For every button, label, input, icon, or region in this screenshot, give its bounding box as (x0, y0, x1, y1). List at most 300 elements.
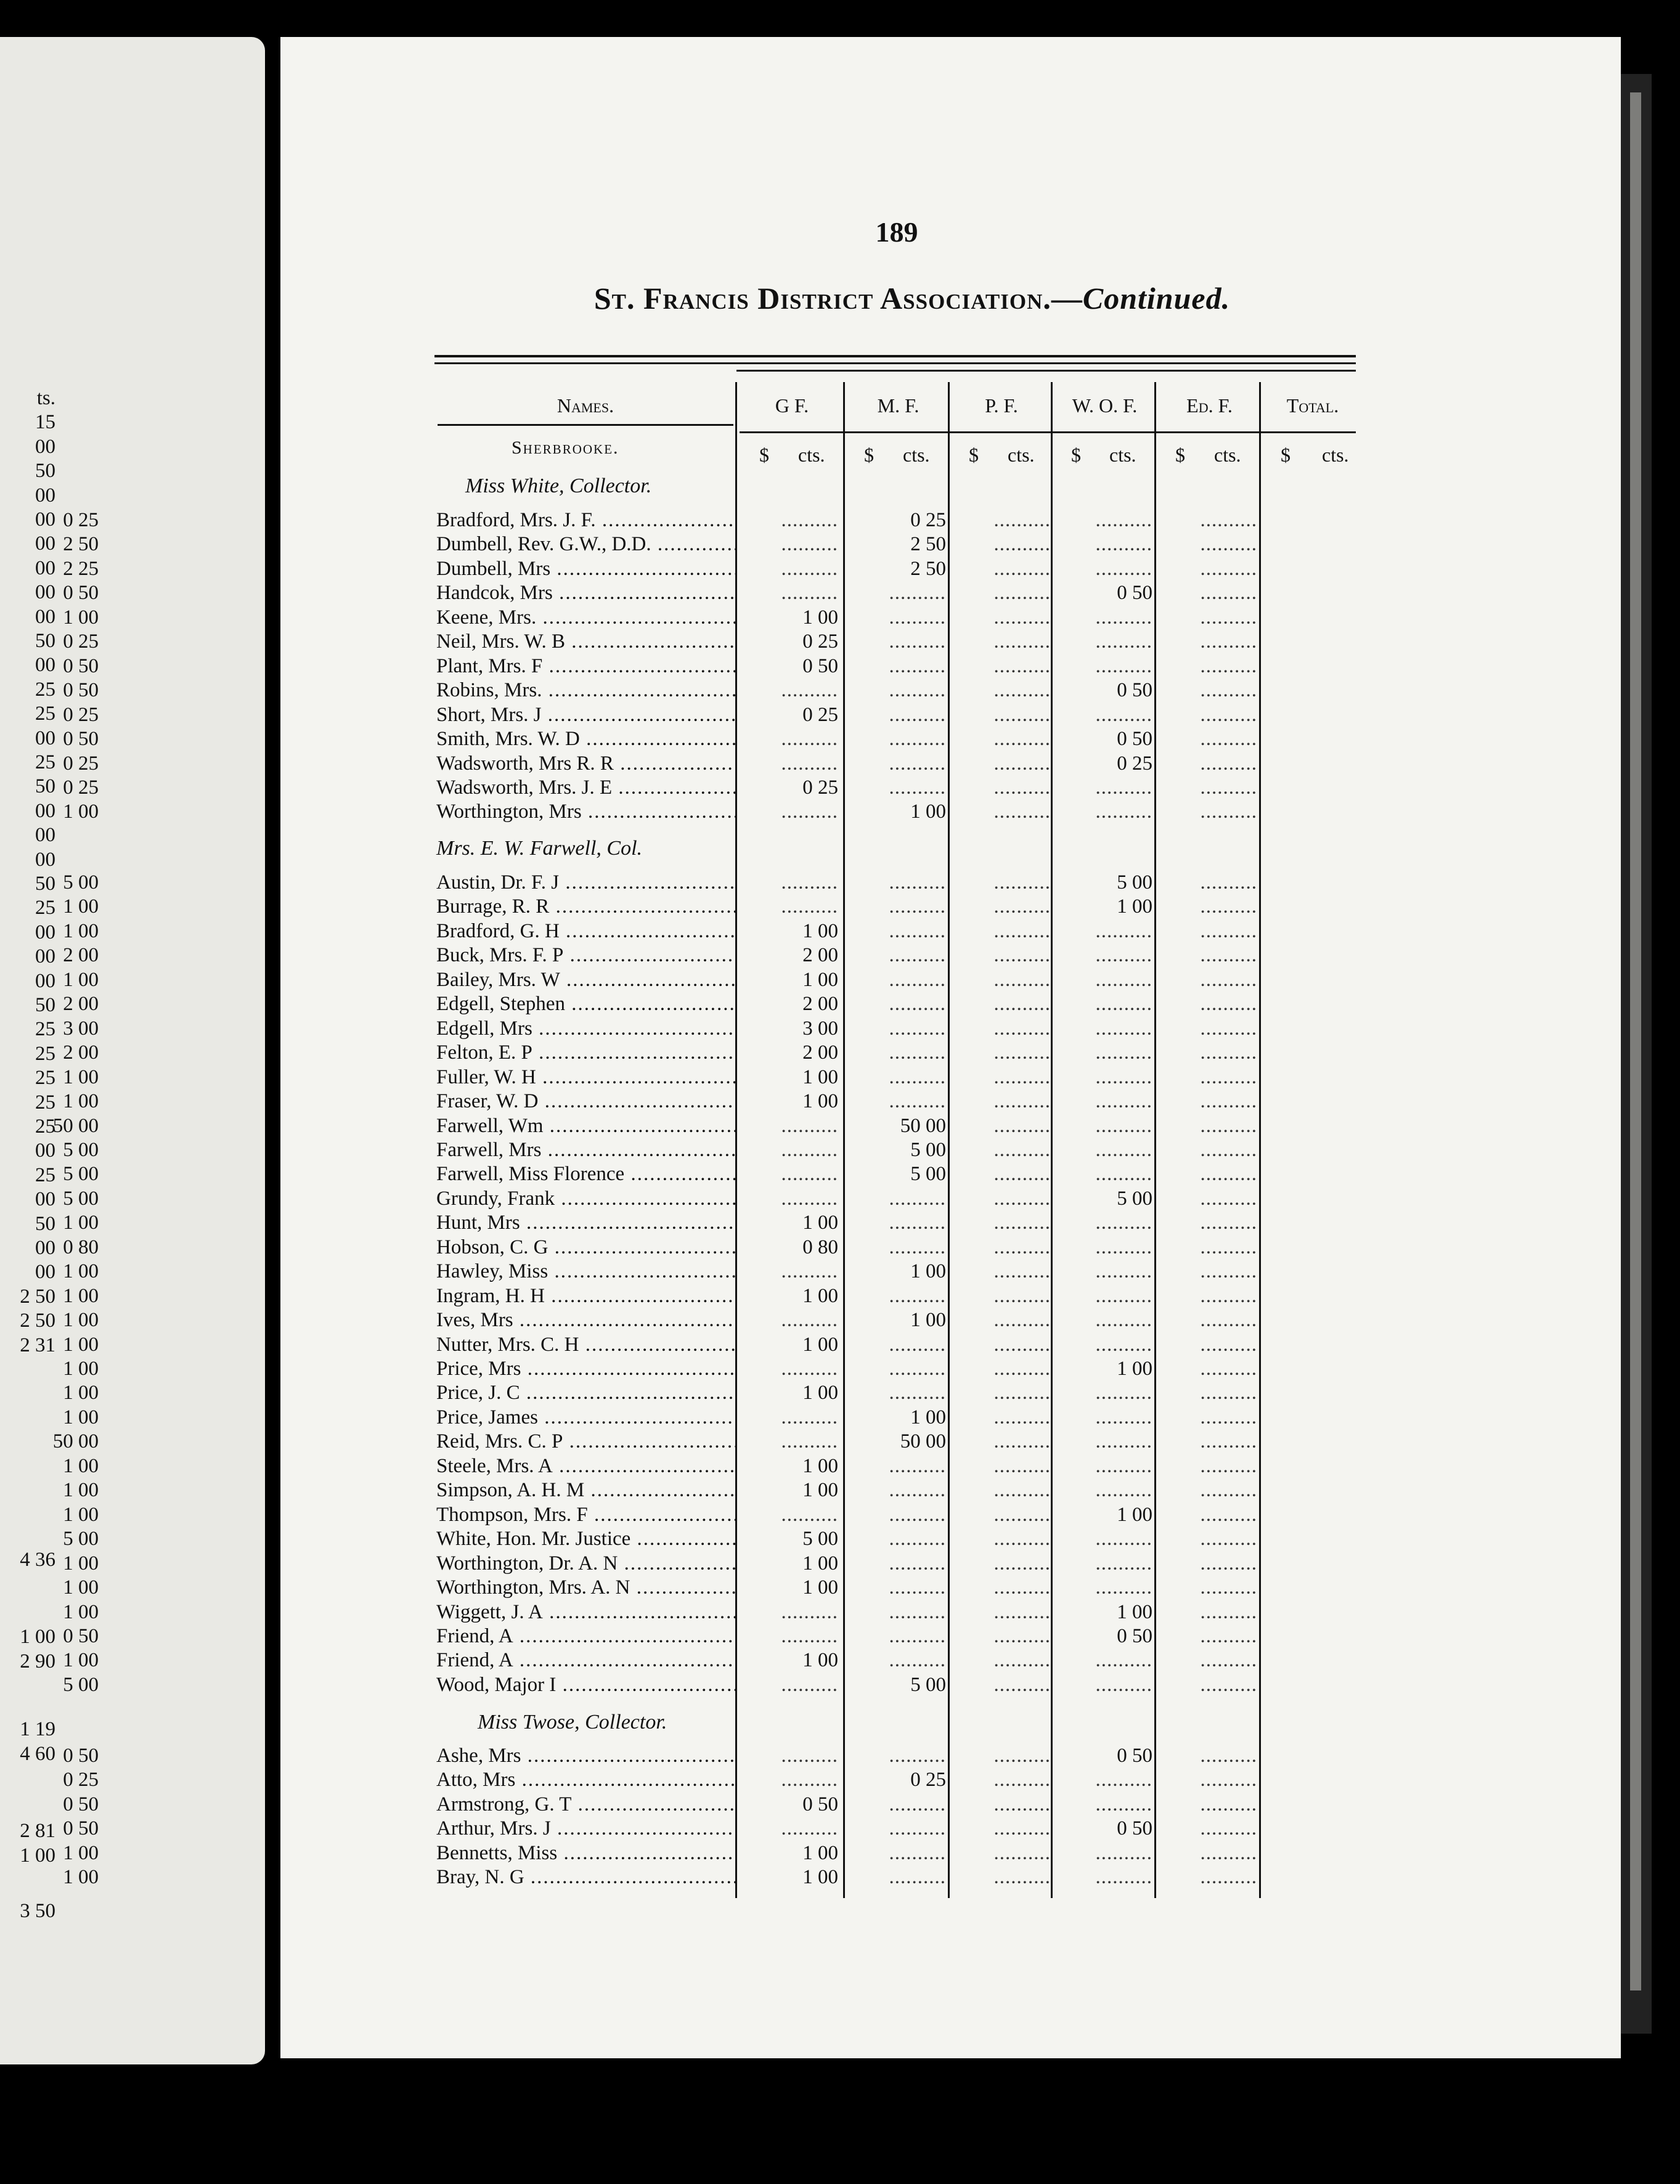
leader-dots: .......... (993, 1017, 1051, 1040)
leader-dots: .......... (889, 1041, 946, 1064)
leader-dots: .......... (993, 1552, 1051, 1575)
amount-mf: 5 00 (910, 1163, 946, 1186)
leader-dots: .......... (1095, 1528, 1152, 1550)
facing-page-value: 00 (35, 1188, 55, 1211)
leader-dots: .......... (889, 1503, 946, 1526)
column-header-wof: W. O. F. (1072, 394, 1138, 417)
leader-dots: .......... (1200, 1066, 1257, 1088)
contributor-name: Bennetts, Miss ..... (436, 1841, 735, 1865)
table-row (0, 1576, 1680, 1599)
facing-page-value: 00 (35, 848, 55, 871)
facing-page-value: 00 (35, 605, 55, 628)
amount-total: 1 00 (63, 1576, 99, 1599)
contributor-name: Dumbell, Mrs ..... (436, 557, 735, 581)
leader-dots: .......... (781, 509, 838, 531)
leader-dots: .......... (993, 728, 1051, 751)
facing-page-value: 00 (35, 654, 55, 677)
leader-dots: .......... (1095, 1114, 1152, 1137)
amount-total: 2 00 (63, 993, 99, 1016)
leader-dots: .......... (1095, 1382, 1152, 1404)
contributor-name: Ashe, Mrs ..... (436, 1744, 735, 1767)
column-header-names: Names. (557, 394, 614, 417)
table-row (0, 1793, 1680, 1816)
amount-total: 1 00 (63, 1066, 99, 1088)
collector-heading: Mrs. E. W. Farwell, Col. (436, 837, 643, 860)
contributor-name: Smith, Mrs. W. D ..... (436, 727, 735, 751)
page-number: 189 (875, 216, 918, 248)
amount-gf: 0 50 (802, 654, 838, 677)
contributor-name: Edgell, Stephen ..... (436, 992, 735, 1016)
amount-wof: 0 50 (1117, 679, 1152, 702)
amount-gf: 0 25 (802, 776, 838, 799)
leader-dots: .......... (889, 1212, 946, 1234)
leader-dots: .......... (993, 1624, 1051, 1647)
amount-total: 1 00 (63, 1309, 99, 1332)
table-row (0, 1744, 1680, 1767)
contributor-name: Neil, Mrs. W. B ..... (436, 630, 735, 653)
leader-dots: .......... (889, 752, 946, 775)
leader-dots: .......... (889, 1284, 946, 1307)
leader-dots: .......... (993, 752, 1051, 775)
facing-page-value: 00 (35, 945, 55, 968)
column-header-mf: M. F. (877, 394, 920, 417)
leader-dots: .......... (781, 1430, 838, 1453)
amount-mf: 2 50 (910, 533, 946, 556)
facing-page-value: 50 (35, 994, 55, 1016)
leader-dots: .......... (993, 1212, 1051, 1234)
table-row (0, 1624, 1680, 1648)
leader-dots: .......... (781, 1163, 838, 1186)
contributor-name: Wadsworth, Mrs R. R ..... (436, 752, 735, 775)
amount-wof: 0 50 (1117, 1745, 1152, 1767)
amount-total: 1 00 (63, 1212, 99, 1234)
contributor-name: Friend, A ..... (436, 1648, 735, 1672)
leader-dots: .......... (1095, 1236, 1152, 1258)
leader-dots: .......... (889, 582, 946, 605)
facing-page-value: 1 00 (20, 1626, 55, 1648)
table-row (0, 1284, 1680, 1308)
leader-dots: .......... (993, 895, 1051, 918)
leader-dots: .......... (993, 801, 1051, 823)
facing-page-value: 1 00 (20, 1844, 55, 1867)
amount-total: 1 00 (63, 1284, 99, 1307)
leader-dots: .......... (781, 1260, 838, 1283)
leader-dots: .......... (889, 776, 946, 799)
leader-dots: .......... (889, 654, 946, 677)
facing-page-value: 25 (35, 1091, 55, 1114)
leader-dots: .......... (1200, 1479, 1257, 1502)
column-header-edf: Ed. F. (1186, 394, 1233, 417)
amount-gf: 0 80 (802, 1236, 838, 1258)
amount-total: 0 25 (63, 1769, 99, 1791)
facing-page-value: 25 (35, 1067, 55, 1090)
amount-mf: 0 25 (910, 1769, 946, 1791)
amount-total: 1 00 (63, 895, 99, 918)
leader-dots: .......... (781, 582, 838, 605)
leader-dots: .......... (889, 679, 946, 702)
leader-dots: .......... (993, 654, 1051, 677)
leader-dots: .......... (1200, 1866, 1257, 1889)
leader-dots: .......... (1095, 1769, 1152, 1791)
facing-page-value: 00 (35, 435, 55, 458)
leader-dots: .......... (781, 801, 838, 823)
contributor-name: Worthington, Mrs ..... (436, 800, 735, 823)
leader-dots: .......... (993, 871, 1051, 894)
amount-total: 0 50 (63, 679, 99, 702)
leader-dots: .......... (1095, 1309, 1152, 1332)
amount-total: 1 00 (63, 1260, 99, 1283)
contributor-name: Buck, Mrs. F. P ..... (436, 943, 735, 967)
leader-dots: .......... (889, 1333, 946, 1356)
facing-page-value: 00 (35, 824, 55, 847)
place-heading: Sherbrooke. (512, 438, 619, 458)
leader-dots: .......... (993, 1745, 1051, 1767)
leader-dots: .......... (889, 895, 946, 918)
contributor-name: Price, James ..... (436, 1406, 735, 1429)
leader-dots: .......... (1200, 1017, 1257, 1040)
amount-gf: 1 00 (802, 1382, 838, 1404)
leader-dots: .......... (889, 1649, 946, 1672)
contributor-name: Farwell, Miss Florence ..... (436, 1162, 735, 1186)
leader-dots: .......... (889, 1454, 946, 1477)
amount-total: 1 00 (63, 1841, 99, 1864)
unit-cents-gf: cts. (798, 444, 825, 466)
leader-dots: .......... (889, 944, 946, 967)
leader-dots: .......... (1095, 1576, 1152, 1599)
amount-gf: 0 50 (802, 1793, 838, 1815)
amount-total: 1 00 (63, 1358, 99, 1380)
table-row (0, 1211, 1680, 1234)
leader-dots: .......... (1200, 919, 1257, 942)
contributor-name: Simpson, A. H. M ..... (436, 1478, 735, 1502)
unit-dollar-pf: $ (969, 444, 979, 466)
table-row (0, 776, 1680, 799)
amount-gf: 1 00 (802, 968, 838, 991)
leader-dots: .......... (781, 1187, 838, 1210)
leader-dots: .......... (781, 1769, 838, 1791)
amount-wof: 0 50 (1117, 582, 1152, 605)
table-row (0, 1017, 1680, 1040)
leader-dots: .......... (781, 1406, 838, 1428)
amount-wof: 5 00 (1117, 871, 1152, 894)
leader-dots: .......... (993, 776, 1051, 799)
leader-dots: .......... (781, 895, 838, 918)
leader-dots: .......... (1200, 557, 1257, 580)
leader-dots: .......... (1095, 630, 1152, 653)
contributor-name: Arthur, Mrs. J ..... (436, 1817, 735, 1840)
leader-dots: .......... (993, 1114, 1051, 1137)
contributor-name: Ingram, H. H ..... (436, 1284, 735, 1308)
contributor-name: Dumbell, Rev. G.W., D.D. ..... (436, 532, 735, 556)
amount-total: 1 00 (63, 1600, 99, 1623)
contributor-name: Bradford, Mrs. J. F. ..... (436, 508, 735, 532)
amount-total: 3 00 (63, 1017, 99, 1040)
leader-dots: .......... (889, 728, 946, 751)
leader-dots: .......... (1095, 993, 1152, 1016)
contributor-name: Felton, E. P ..... (436, 1041, 735, 1064)
amount-total: 1 00 (63, 1866, 99, 1889)
facing-page-value: 00 (35, 556, 55, 579)
table-row (0, 800, 1680, 823)
leader-dots: .......... (993, 582, 1051, 605)
leader-dots: .......... (1200, 1114, 1257, 1137)
leader-dots: .......... (1200, 752, 1257, 775)
contributor-name: Hobson, C. G ..... (436, 1236, 735, 1259)
contributor-name: Handcok, Mrs ..... (436, 581, 735, 605)
contributor-name: Bray, N. G ..... (436, 1865, 735, 1889)
leader-dots: .......... (1200, 1382, 1257, 1404)
table-row (0, 654, 1680, 678)
leader-dots: .......... (781, 752, 838, 775)
contributor-name: Grundy, Frank ..... (436, 1187, 735, 1210)
leader-dots: .......... (1200, 944, 1257, 967)
facing-page-value: 25 (35, 1042, 55, 1065)
leader-dots: .......... (889, 1090, 946, 1113)
amount-mf: 50 00 (900, 1114, 946, 1137)
facing-page-value: 00 (35, 799, 55, 822)
contributor-name: Nutter, Mrs. C. H ..... (436, 1333, 735, 1356)
leader-dots: .......... (781, 871, 838, 894)
leader-dots: .......... (993, 1358, 1051, 1380)
leader-dots: .......... (1200, 776, 1257, 799)
leader-dots: .......... (993, 606, 1051, 629)
unit-cents-mf: cts. (903, 444, 930, 466)
table-row (0, 752, 1680, 775)
table-row (0, 630, 1680, 653)
amount-wof: 0 50 (1117, 1624, 1152, 1647)
leader-dots: .......... (1200, 1454, 1257, 1477)
table-row (0, 1381, 1680, 1404)
leader-dots: .......... (1200, 1041, 1257, 1064)
contributor-name: Steele, Mrs. A ..... (436, 1454, 735, 1478)
amount-total: 1 00 (63, 1406, 99, 1428)
facing-page-value: 00 (35, 921, 55, 943)
facing-page-value: 50 (35, 873, 55, 895)
amount-gf: 1 00 (802, 1479, 838, 1502)
leader-dots: .......... (993, 1309, 1051, 1332)
amount-total: 2 00 (63, 1041, 99, 1064)
leader-dots: .......... (889, 1624, 946, 1647)
leader-dots: .......... (1095, 1212, 1152, 1234)
table-row (0, 1114, 1680, 1138)
table-row (0, 1333, 1680, 1356)
table-row (0, 1187, 1680, 1210)
contributor-name: Worthington, Mrs. A. N ..... (436, 1576, 735, 1599)
amount-gf: 1 00 (802, 606, 838, 629)
leader-dots: .......... (1200, 1793, 1257, 1815)
table-row (0, 1478, 1680, 1502)
table-row (0, 1090, 1680, 1113)
table-row (0, 1527, 1680, 1550)
unit-cents-total: cts. (1322, 444, 1349, 466)
leader-dots: .......... (1200, 533, 1257, 556)
leader-dots: .......... (993, 1576, 1051, 1599)
collector-heading: Miss Twose, Collector. (478, 1711, 667, 1734)
leader-dots: .......... (1200, 1576, 1257, 1599)
table-row (0, 1138, 1680, 1162)
leader-dots: .......... (993, 993, 1051, 1016)
amount-total: 0 50 (63, 1817, 99, 1840)
leader-dots: .......... (1200, 1503, 1257, 1526)
leader-dots: .......... (1200, 679, 1257, 702)
leader-dots: .......... (1200, 1817, 1257, 1840)
facing-page-value: 25 (35, 1163, 55, 1186)
facing-page-value: 15 (35, 411, 55, 434)
leader-dots: .......... (1095, 606, 1152, 629)
leader-dots: .......... (993, 509, 1051, 531)
table-row (0, 1817, 1680, 1840)
leader-dots: .......... (1200, 1260, 1257, 1283)
contributor-name: Worthington, Dr. A. N ..... (436, 1552, 735, 1575)
leader-dots: .......... (889, 1600, 946, 1623)
amount-total: 0 80 (63, 1236, 99, 1258)
leader-dots: .......... (993, 679, 1051, 702)
table-row (0, 1503, 1680, 1526)
unit-cents-pf: cts. (1008, 444, 1035, 466)
table-row (0, 1066, 1680, 1089)
leader-dots: .......... (1200, 1358, 1257, 1380)
facing-page-value: 00 (35, 1139, 55, 1162)
column-header-gf: G F. (775, 394, 809, 417)
facing-page-value: 1 19 (20, 1718, 55, 1740)
amount-gf: 1 00 (802, 1333, 838, 1356)
contributor-name: Wiggett, J. A ..... (436, 1600, 735, 1624)
amount-total: 50 00 (52, 1430, 99, 1453)
leader-dots: .......... (1200, 1624, 1257, 1647)
amount-mf: 5 00 (910, 1138, 946, 1161)
facing-page-value: 00 (35, 969, 55, 992)
leader-dots: .......... (1200, 1236, 1257, 1258)
amount-total: 1 00 (63, 1649, 99, 1672)
contributor-name: Price, Mrs ..... (436, 1357, 735, 1380)
leader-dots: .......... (993, 1503, 1051, 1526)
contributor-name: Thompson, Mrs. F ..... (436, 1503, 735, 1526)
leader-dots: .......... (781, 1600, 838, 1623)
leader-dots: .......... (1200, 1430, 1257, 1453)
contributor-name: Reid, Mrs. C. P ..... (436, 1430, 735, 1453)
leader-dots: .......... (993, 1866, 1051, 1889)
leader-dots: .......... (1095, 1260, 1152, 1283)
contributor-name: Fuller, W. H ..... (436, 1066, 735, 1089)
leader-dots: .......... (1095, 944, 1152, 967)
unit-cents-edf: cts. (1214, 444, 1241, 466)
amount-wof: 0 25 (1117, 752, 1152, 775)
leader-dots: .......... (993, 1673, 1051, 1696)
amount-total: 0 50 (63, 1624, 99, 1647)
table-row (0, 1260, 1680, 1283)
amount-gf: 1 00 (802, 1454, 838, 1477)
table-row (0, 557, 1680, 581)
leader-dots: .......... (993, 1260, 1051, 1283)
leader-dots: .......... (889, 1066, 946, 1088)
facing-page-value: 50 (35, 775, 55, 798)
leader-dots: .......... (781, 557, 838, 580)
leader-dots: .......... (1095, 557, 1152, 580)
amount-total: 0 50 (63, 728, 99, 751)
leader-dots: .......... (889, 1841, 946, 1864)
contributor-name: White, Hon. Mr. Justice ..... (436, 1527, 735, 1550)
unit-dollar-edf: $ (1175, 444, 1185, 466)
leader-dots: .......... (781, 728, 838, 751)
amount-mf: 1 00 (910, 801, 946, 823)
leader-dots: .......... (1200, 895, 1257, 918)
leader-dots: .......... (993, 533, 1051, 556)
table-row (0, 678, 1680, 702)
table-row (0, 1236, 1680, 1259)
leader-dots: .......... (1095, 968, 1152, 991)
amount-gf: 1 00 (802, 1284, 838, 1307)
leader-dots: .......... (1095, 1163, 1152, 1186)
amount-wof: 1 00 (1117, 895, 1152, 918)
facing-page-value: 00 (35, 484, 55, 507)
leader-dots: .......... (1095, 1284, 1152, 1307)
leader-dots: .......... (1200, 509, 1257, 531)
table-row (0, 1673, 1680, 1697)
leader-dots: .......... (1095, 919, 1152, 942)
leader-dots: .......... (1095, 533, 1152, 556)
leader-dots: .......... (993, 919, 1051, 942)
amount-gf: 2 00 (802, 944, 838, 967)
leader-dots: .......... (889, 968, 946, 991)
unit-dollar-mf: $ (864, 444, 874, 466)
amount-total: 0 25 (63, 752, 99, 775)
leader-dots: .......... (781, 1503, 838, 1526)
leader-dots: .......... (1095, 1479, 1152, 1502)
leader-dots: .......... (993, 1090, 1051, 1113)
contributor-name: Friend, A ..... (436, 1624, 735, 1648)
leader-dots: .......... (1095, 1090, 1152, 1113)
leader-dots: .......... (993, 1041, 1051, 1064)
leader-dots: .......... (1200, 703, 1257, 726)
title-main: St. Francis District Association.— (593, 281, 1083, 316)
facing-page-value: 25 (35, 1115, 55, 1138)
amount-total: 1 00 (63, 606, 99, 629)
amount-total: 2 00 (63, 944, 99, 967)
amount-total: 0 25 (63, 509, 99, 531)
leader-dots: .......... (1200, 993, 1257, 1016)
leader-dots: .......... (1200, 630, 1257, 653)
leader-dots: .......... (1200, 1649, 1257, 1672)
leader-dots: .......... (1095, 1866, 1152, 1889)
table-row (0, 508, 1680, 532)
leader-dots: .......... (993, 1163, 1051, 1186)
facing-page-value: 3 50 (20, 1900, 55, 1922)
contributor-name: Ives, Mrs ..... (436, 1308, 735, 1332)
contributor-name: Farwell, Mrs ..... (436, 1138, 735, 1162)
contributor-name: Bradford, G. H ..... (436, 919, 735, 943)
amount-total: 0 50 (63, 1793, 99, 1815)
facing-page-value: 25 (35, 897, 55, 919)
table-row (0, 703, 1680, 727)
amount-total: 1 00 (63, 1382, 99, 1404)
facing-page-value: 00 (35, 581, 55, 604)
amount-gf: 1 00 (802, 1866, 838, 1889)
table-row (0, 1600, 1680, 1624)
contributor-name: Farwell, Wm ..... (436, 1114, 735, 1138)
leader-dots: .......... (1095, 703, 1152, 726)
contributor-name: Edgell, Mrs ..... (436, 1017, 735, 1040)
amount-wof: 1 00 (1117, 1503, 1152, 1526)
leader-dots: .......... (993, 630, 1051, 653)
amount-total: 1 00 (63, 1552, 99, 1575)
facing-page-value: 4 36 (20, 1549, 55, 1571)
leader-dots: .......... (1200, 1163, 1257, 1186)
leader-dots: .......... (1200, 1528, 1257, 1550)
leader-dots: .......... (1095, 654, 1152, 677)
leader-dots: .......... (1200, 1212, 1257, 1234)
leader-dots: .......... (889, 1358, 946, 1380)
contributor-name: Burrage, R. R ..... (436, 895, 735, 918)
